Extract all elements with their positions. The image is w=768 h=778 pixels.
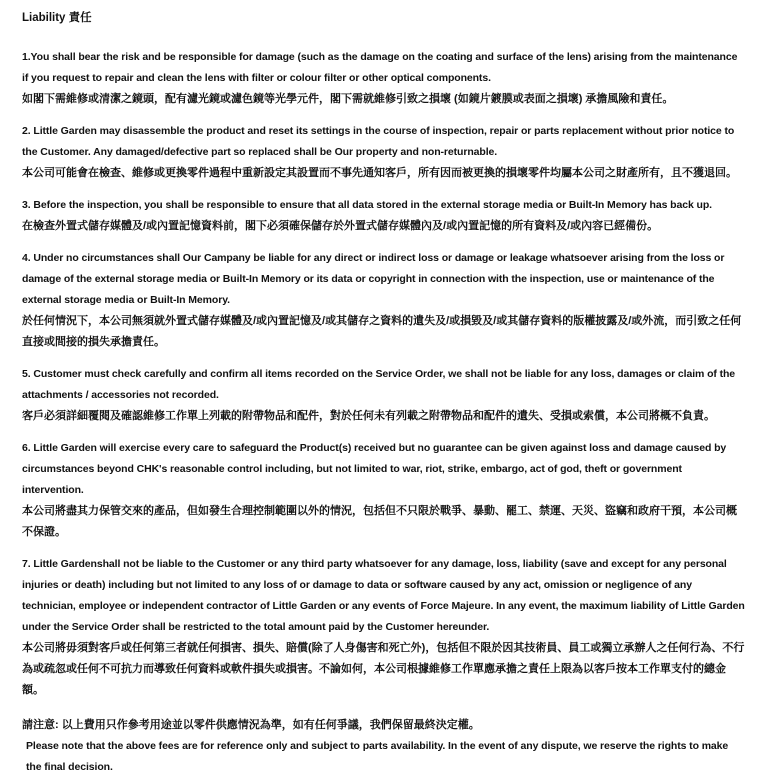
clause-6-chinese-text: 本公司將盡其力保管交來的產品，但如發生合理控制範圍以外的情況，包括但不只限於戰爭、暴動、罷工、禁運、天災、盜竊和政府干預，本公司概不保證。	[22, 505, 737, 538]
liability-clause-4	[22, 248, 746, 353]
clause-3-english-text: 3. Before the inspection, you shall be responsible to ensure that all data stored in the external storage media or Built-In Memory has back up.	[22, 199, 712, 211]
liability-clause-7	[22, 554, 746, 701]
liability-clause-5	[22, 364, 746, 427]
liability-clause-2	[22, 121, 746, 184]
clause-5-english-text: 5. Customer must check carefully and confirm all items recorded on the Service Order, we shall not be liable for any loss, damages or claim of the attachments / accessories not recorded.	[22, 368, 736, 401]
clause-7-chinese-text: 本公司將毋須對客戶或任何第三者就任何損害、損失、賠償(除了人身傷害和死亡外)，包括但不限於因其技術員、員工或獨立承辦人之任何行為、不行為或疏忽或任何不可抗力而導致任何資料或軟件損失或損害。不論如何，本公司根據維修工作單應承擔之責任上限為以客戶按本工作單支付的總金額。	[22, 642, 745, 696]
clause-4-english-text: 4. Under no circumstances shall Our Campany be liable for any direct or indirect loss or damage or leakage whatsoever arising from the loss or damage of the external storage media or Built-In Memory or its data or copyright in connection with the inspection, use or maintenance of the external storage media or Built-In Memory.	[22, 252, 725, 306]
clause-7-english-text: 7. Little Gardenshall not be liable to the Customer or any third party whatsoever for any damage, loss, liability (save and except for any personal injuries or death) including but not limited to any loss of or damage to data or software caused by any act, omission or negligence of any technician, employee or independent contractor of Little Garden or any events of Force Majeure. In any event, the maximum liability of Little Garden under the Service Order shall be restricted to the total amount paid by the Customer hereunder.	[22, 558, 745, 633]
liability-clause-1	[22, 47, 746, 110]
clause-1-english-text: 1.You shall bear the risk and be responsible for damage (such as the damage on the coating and surface of the lens) arising from the maintenance if you request to repair and clean the lens with filter or colour filter or other optical components.	[22, 51, 738, 84]
liability-clause-3	[22, 195, 746, 237]
clause-5-chinese-text: 客戶必須詳細覆閱及確認維修工作單上列載的附帶物品和配件，對於任何未有列載之附帶物品和配件的遺失、受損或索償，本公司將概不負責。	[22, 410, 715, 422]
clause-4-chinese-text: 於任何情況下，本公司無須就外置式儲存媒體及/或內置記憶及/或其儲存之資料的遺失及/或損毀及/或其儲存資料的版權披露及/或外流，而引致之任何直接或間接的損失承擔責任。	[22, 315, 742, 348]
clause-2-english-text: 2. Little Garden may disassemble the product and reset its settings in the course of inspection, repair or parts replacement without prior notice to the Customer. Any damaged/defective part so replaced shall be Our property and non-returnable.	[22, 125, 735, 158]
final-notice	[22, 715, 746, 778]
notice-chinese-text: 請注意: 以上費用只作參考用途並以零件供應情況為準，如有任何爭議，我們保留最終決定權。	[22, 719, 480, 731]
liability-clause-6	[22, 438, 746, 543]
clause-2-chinese-text: 本公司可能會在檢查、維修或更換零件過程中重新設定其設置而不事先通知客戶，所有因而被更換的損壞零件均屬本公司之財產所有，且不獲退回。	[22, 167, 737, 179]
clause-3-chinese-text: 在檢查外置式儲存媒體及/或內置記憶資料前，閣下必須確保儲存於外置式儲存媒體內及/或內置記憶的所有資料及/或內容已經備份。	[22, 220, 659, 232]
clause-1-chinese-text: 如閣下需維修或清潔之鏡頭，配有濾光鏡或濾色鏡等光學元件，閣下需就維修引致之損壞 (如鏡片鍍膜或表面之損壞) 承擔風險和責任。	[22, 93, 674, 105]
clause-6-english-text: 6. Little Garden will exercise every care to safeguard the Product(s) received but no guarantee can be given against loss and damage caused by circumstances beyond CHK's reasonable control including, but not limited to war, riot, strike, embargo, act of god, theft or government intervention.	[22, 442, 727, 496]
page-title: Liability 責任	[22, 12, 92, 24]
notice-english-text: Please note that the above fees are for reference only and subject to parts availability. In the event of any dispute, we reserve the rights to make the final decision.	[26, 740, 729, 773]
